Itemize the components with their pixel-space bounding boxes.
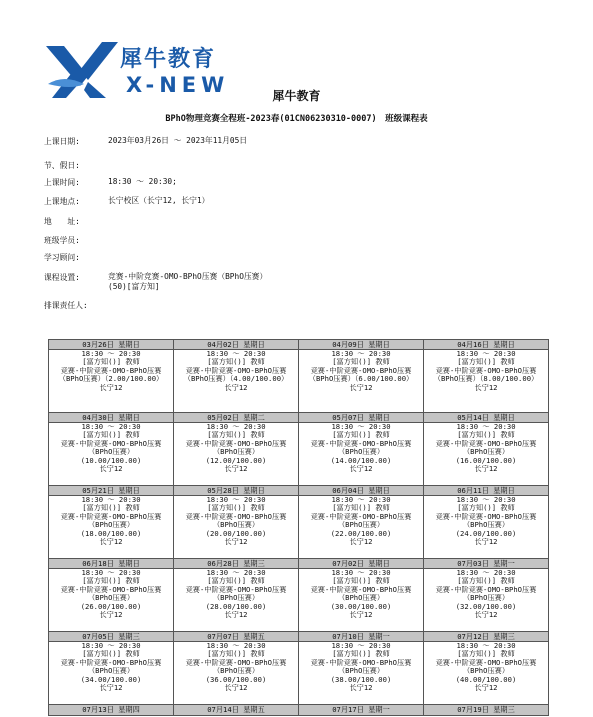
session-date-header: 05月07日 星期日 (299, 413, 424, 423)
session-time: 18:30 ～ 20:30 (206, 642, 266, 650)
session-progress: (12.00/100.00) (205, 456, 267, 465)
session-date-header: 06月04日 星期日 (299, 486, 424, 496)
session-time: 18:30 ～ 20:30 (206, 350, 266, 358)
session-progress: (34.00/100.00) (80, 675, 142, 684)
session-teacher: [富方知()] 教师 (457, 577, 515, 586)
session-course: 竞赛-中阶竞赛-OMO-BPhO压赛 (60, 658, 162, 667)
info-label: 上课日期: (44, 137, 80, 146)
session-detail: （BPhO压赛） (462, 594, 510, 603)
session-time: 18:30 ～ 20:30 (456, 350, 516, 358)
session-room: 长宁12 (99, 538, 123, 547)
session-date-header: 04月02日 星期日 (174, 340, 299, 350)
grid-header-row (49, 486, 549, 496)
session-cell (174, 350, 299, 413)
session-course: 竞赛-中阶竞赛-OMO-BPhO压赛 (310, 366, 412, 375)
session-progress: (18.00/100.00) (80, 529, 142, 538)
info-label: 学习顾问: (44, 253, 80, 262)
session-time: 18:30 ～ 20:30 (456, 423, 516, 431)
session-course: 竞赛-中阶竞赛-OMO-BPhO压赛 (435, 439, 537, 448)
session-detail: （BPhO压赛） (462, 521, 510, 530)
session-cell (49, 642, 174, 705)
session-date-header: 03月26日 星期日 (49, 340, 174, 350)
session-time: 18:30 ～ 20:30 (206, 496, 266, 504)
session-course: 竞赛-中阶竞赛-OMO-BPhO压赛 (435, 585, 537, 594)
session-teacher: [富方知()] 教师 (82, 358, 140, 367)
session-room: 长宁12 (349, 684, 373, 693)
session-teacher: [富方知()] 教师 (332, 650, 390, 659)
logo-name-en: X-NEW (126, 73, 230, 97)
session-progress: (28.00/100.00) (205, 602, 267, 611)
session-teacher: [富方知()] 教师 (332, 504, 390, 513)
session-course: 竞赛-中阶竞赛-OMO-BPhO压赛 (310, 439, 412, 448)
info-row-course (44, 272, 564, 300)
session-course: 竞赛-中阶竞赛-OMO-BPhO压赛 (185, 585, 287, 594)
session-progress: (26.00/100.00) (80, 602, 142, 611)
session-course: 竞赛-中阶竞赛-OMO-BPhO压赛 (185, 512, 287, 521)
session-detail: （BPhO压赛） (87, 667, 135, 676)
session-progress: (10.00/100.00) (80, 456, 142, 465)
session-cell (49, 496, 174, 559)
session-detail: （BPhO压赛） (337, 521, 385, 530)
session-date-header: 06月28日 星期三 (174, 559, 299, 569)
session-date-header: 07月13日 星期四 (49, 705, 174, 716)
session-course: 竞赛-中阶竞赛-OMO-BPhO压赛 (435, 512, 537, 521)
session-course: 竞赛-中阶竞赛-OMO-BPhO压赛 (185, 439, 287, 448)
session-cell (174, 423, 299, 486)
session-cell (299, 569, 424, 632)
session-progress: (22.00/100.00) (330, 529, 392, 538)
session-room: 长宁12 (99, 383, 123, 392)
session-time: 18:30 ～ 20:30 (331, 496, 391, 504)
session-cell (174, 569, 299, 632)
class-info (44, 136, 564, 314)
session-time: 18:30 ～ 20:30 (206, 569, 266, 577)
session-cell (49, 350, 174, 413)
session-detail: （BPhO压赛） (212, 667, 260, 676)
session-date-header: 06月11日 星期日 (424, 486, 549, 496)
session-room: 长宁12 (224, 538, 248, 547)
grid-header-row (49, 705, 549, 716)
session-time: 18:30 ～ 20:30 (456, 496, 516, 504)
document-title: 犀牛教育 (272, 89, 321, 103)
session-room: 长宁12 (224, 383, 248, 392)
session-teacher: [富方知()] 教师 (82, 577, 140, 586)
session-cell (299, 496, 424, 559)
session-time: 18:30 ～ 20:30 (81, 496, 141, 504)
session-cell (424, 423, 549, 486)
session-course: 竞赛-中阶竞赛-OMO-BPhO压赛 (60, 585, 162, 594)
session-detail: （BPhO压赛） (87, 448, 135, 457)
session-room: 长宁12 (224, 611, 248, 620)
session-detail: （BPhO压赛）（8.00/100.00） (433, 375, 539, 384)
session-room: 长宁12 (474, 611, 498, 620)
session-date-header: 07月03日 星期一 (424, 559, 549, 569)
session-progress: (36.00/100.00) (205, 675, 267, 684)
session-date-header: 07月07日 星期五 (174, 632, 299, 642)
session-date-header: 05月21日 星期日 (49, 486, 174, 496)
session-date-header: 07月05日 星期三 (49, 632, 174, 642)
session-room: 长宁12 (349, 538, 373, 547)
session-detail: （BPhO压赛） (462, 448, 510, 457)
grid-body-row (49, 496, 549, 559)
session-date-header: 07月12日 星期三 (424, 632, 549, 642)
info-label: 课程设置: (44, 273, 80, 282)
session-teacher: [富方知()] 教师 (207, 358, 265, 367)
info-row-advisor (44, 252, 564, 272)
session-course: 竞赛-中阶竞赛-OMO-BPhO压赛 (60, 439, 162, 448)
session-course: 竞赛-中阶竞赛-OMO-BPhO压赛 (435, 366, 537, 375)
session-room: 长宁12 (224, 684, 248, 693)
session-progress: (24.00/100.00) (455, 529, 517, 538)
session-detail: （BPhO压赛） (212, 448, 260, 457)
session-teacher: [富方知()] 教师 (207, 577, 265, 586)
session-course: 竞赛-中阶竞赛-OMO-BPhO压赛 (310, 585, 412, 594)
session-teacher: [富方知()] 教师 (332, 358, 390, 367)
schedule-grid (48, 339, 549, 716)
session-progress: (40.00/100.00) (455, 675, 517, 684)
info-label: 节、假日: (44, 161, 80, 170)
info-label: 地 址: (44, 217, 80, 226)
session-course: 竞赛-中阶竞赛-OMO-BPhO压赛 (310, 658, 412, 667)
session-progress: (32.00/100.00) (455, 602, 517, 611)
session-room: 长宁12 (349, 465, 373, 474)
grid-body-row (49, 350, 549, 413)
session-teacher: [富方知()] 教师 (207, 650, 265, 659)
session-course: 竞赛-中阶竞赛-OMO-BPhO压赛 (435, 658, 537, 667)
session-cell (424, 642, 549, 705)
info-value: 竞赛-中阶竞赛-OMO-BPhO压赛（BPhO压赛）(50)[富方知] (108, 272, 268, 291)
session-cell (424, 350, 549, 413)
session-time: 18:30 ～ 20:30 (81, 423, 141, 431)
session-time: 18:30 ～ 20:30 (331, 642, 391, 650)
info-row-address (44, 216, 564, 235)
grid-body-row (49, 423, 549, 486)
info-label: 班级学员: (44, 236, 80, 245)
session-date-header: 06月18日 星期日 (49, 559, 174, 569)
session-course: 竞赛-中阶竞赛-OMO-BPhO压赛 (185, 366, 287, 375)
info-label: 上课地点: (44, 197, 80, 206)
grid-header-row (49, 632, 549, 642)
session-detail: （BPhO压赛）（4.00/100.00） (183, 375, 289, 384)
session-date-header: 07月14日 星期五 (174, 705, 299, 716)
session-room: 长宁12 (99, 465, 123, 474)
session-time: 18:30 ～ 20:30 (81, 569, 141, 577)
info-value: 2023年03月26日 ～ 2023年11月05日 (108, 136, 248, 145)
session-room: 长宁12 (474, 465, 498, 474)
session-time: 18:30 ～ 20:30 (456, 642, 516, 650)
session-progress: (30.00/100.00) (330, 602, 392, 611)
session-teacher: [富方知()] 教师 (207, 431, 265, 440)
session-time: 18:30 ～ 20:30 (456, 569, 516, 577)
session-time: 18:30 ～ 20:30 (331, 423, 391, 431)
session-date-header: 04月30日 星期日 (49, 413, 174, 423)
session-detail: （BPhO压赛）（2.00/100.00） (58, 375, 164, 384)
info-row-students (44, 235, 564, 252)
grid-body-row (49, 569, 549, 632)
session-course: 竞赛-中阶竞赛-OMO-BPhO压赛 (185, 658, 287, 667)
session-progress: (16.00/100.00) (455, 456, 517, 465)
session-cell (424, 496, 549, 559)
session-room: 长宁12 (474, 684, 498, 693)
session-course: 竞赛-中阶竞赛-OMO-BPhO压赛 (60, 366, 162, 375)
session-detail: （BPhO压赛） (87, 521, 135, 530)
info-row-dates (44, 136, 564, 160)
class-schedule-subtitle: BPhO物理竞赛全程班-2023春(01CN06230310-0007) 班级课程表 (165, 114, 428, 124)
info-row-scheduler (44, 300, 564, 314)
session-detail: （BPhO压赛） (212, 594, 260, 603)
session-teacher: [富方知()] 教师 (457, 504, 515, 513)
session-detail: （BPhO压赛） (337, 667, 385, 676)
session-date-header: 04月16日 星期日 (424, 340, 549, 350)
info-value: 18:30 ～ 20:30; (108, 177, 177, 186)
session-cell (299, 642, 424, 705)
session-detail: （BPhO压赛） (462, 667, 510, 676)
grid-header-row (49, 559, 549, 569)
session-date-header: 04月09日 星期日 (299, 340, 424, 350)
session-date-header: 05月02日 星期二 (174, 413, 299, 423)
session-date-header: 05月14日 星期日 (424, 413, 549, 423)
session-course: 竞赛-中阶竞赛-OMO-BPhO压赛 (60, 512, 162, 521)
session-date-header: 07月17日 星期一 (299, 705, 424, 716)
session-teacher: [富方知()] 教师 (332, 431, 390, 440)
session-cell (174, 496, 299, 559)
session-course: 竞赛-中阶竞赛-OMO-BPhO压赛 (310, 512, 412, 521)
session-cell (49, 569, 174, 632)
session-teacher: [富方知()] 教师 (82, 431, 140, 440)
info-value: 长宁校区（长宁12, 长宁1） (108, 196, 210, 205)
session-room: 长宁12 (474, 383, 498, 392)
session-teacher: [富方知()] 教师 (82, 504, 140, 513)
session-detail: （BPhO压赛） (337, 594, 385, 603)
session-room: 长宁12 (474, 538, 498, 547)
grid-header-row (49, 340, 549, 350)
session-cell (49, 423, 174, 486)
info-row-holidays (44, 160, 564, 177)
session-detail: （BPhO压赛） (337, 448, 385, 457)
session-detail: （BPhO压赛）（6.00/100.00） (308, 375, 414, 384)
session-detail: （BPhO压赛） (87, 594, 135, 603)
session-cell (299, 423, 424, 486)
session-room: 长宁12 (99, 684, 123, 693)
session-detail: （BPhO压赛） (212, 521, 260, 530)
grid-header-row (49, 413, 549, 423)
session-cell (174, 642, 299, 705)
session-date-header: 07月19日 星期三 (424, 705, 549, 716)
session-room: 长宁12 (224, 465, 248, 474)
session-time: 18:30 ～ 20:30 (206, 423, 266, 431)
session-progress: (38.00/100.00) (330, 675, 392, 684)
session-cell (424, 569, 549, 632)
session-teacher: [富方知()] 教师 (457, 358, 515, 367)
info-label: 上课时间: (44, 178, 80, 187)
session-time: 18:30 ～ 20:30 (331, 350, 391, 358)
session-time: 18:30 ～ 20:30 (331, 569, 391, 577)
session-progress: (14.00/100.00) (330, 456, 392, 465)
info-row-time (44, 177, 564, 196)
session-teacher: [富方知()] 教师 (457, 431, 515, 440)
info-row-location (44, 196, 564, 216)
info-label: 排课责任人: (44, 301, 88, 310)
grid-body-row (49, 642, 549, 705)
session-teacher: [富方知()] 教师 (457, 650, 515, 659)
session-date-header: 07月10日 星期一 (299, 632, 424, 642)
session-cell (299, 350, 424, 413)
session-room: 长宁12 (99, 611, 123, 620)
session-teacher: [富方知()] 教师 (82, 650, 140, 659)
session-teacher: [富方知()] 教师 (332, 577, 390, 586)
session-room: 长宁12 (349, 611, 373, 620)
session-time: 18:30 ～ 20:30 (81, 642, 141, 650)
session-time: 18:30 ～ 20:30 (81, 350, 141, 358)
session-teacher: [富方知()] 教师 (207, 504, 265, 513)
session-date-header: 05月28日 星期日 (174, 486, 299, 496)
session-progress: (20.00/100.00) (205, 529, 267, 538)
logo-name-cn: 犀牛教育 (120, 47, 217, 72)
session-date-header: 07月02日 星期日 (299, 559, 424, 569)
session-room: 长宁12 (349, 383, 373, 392)
